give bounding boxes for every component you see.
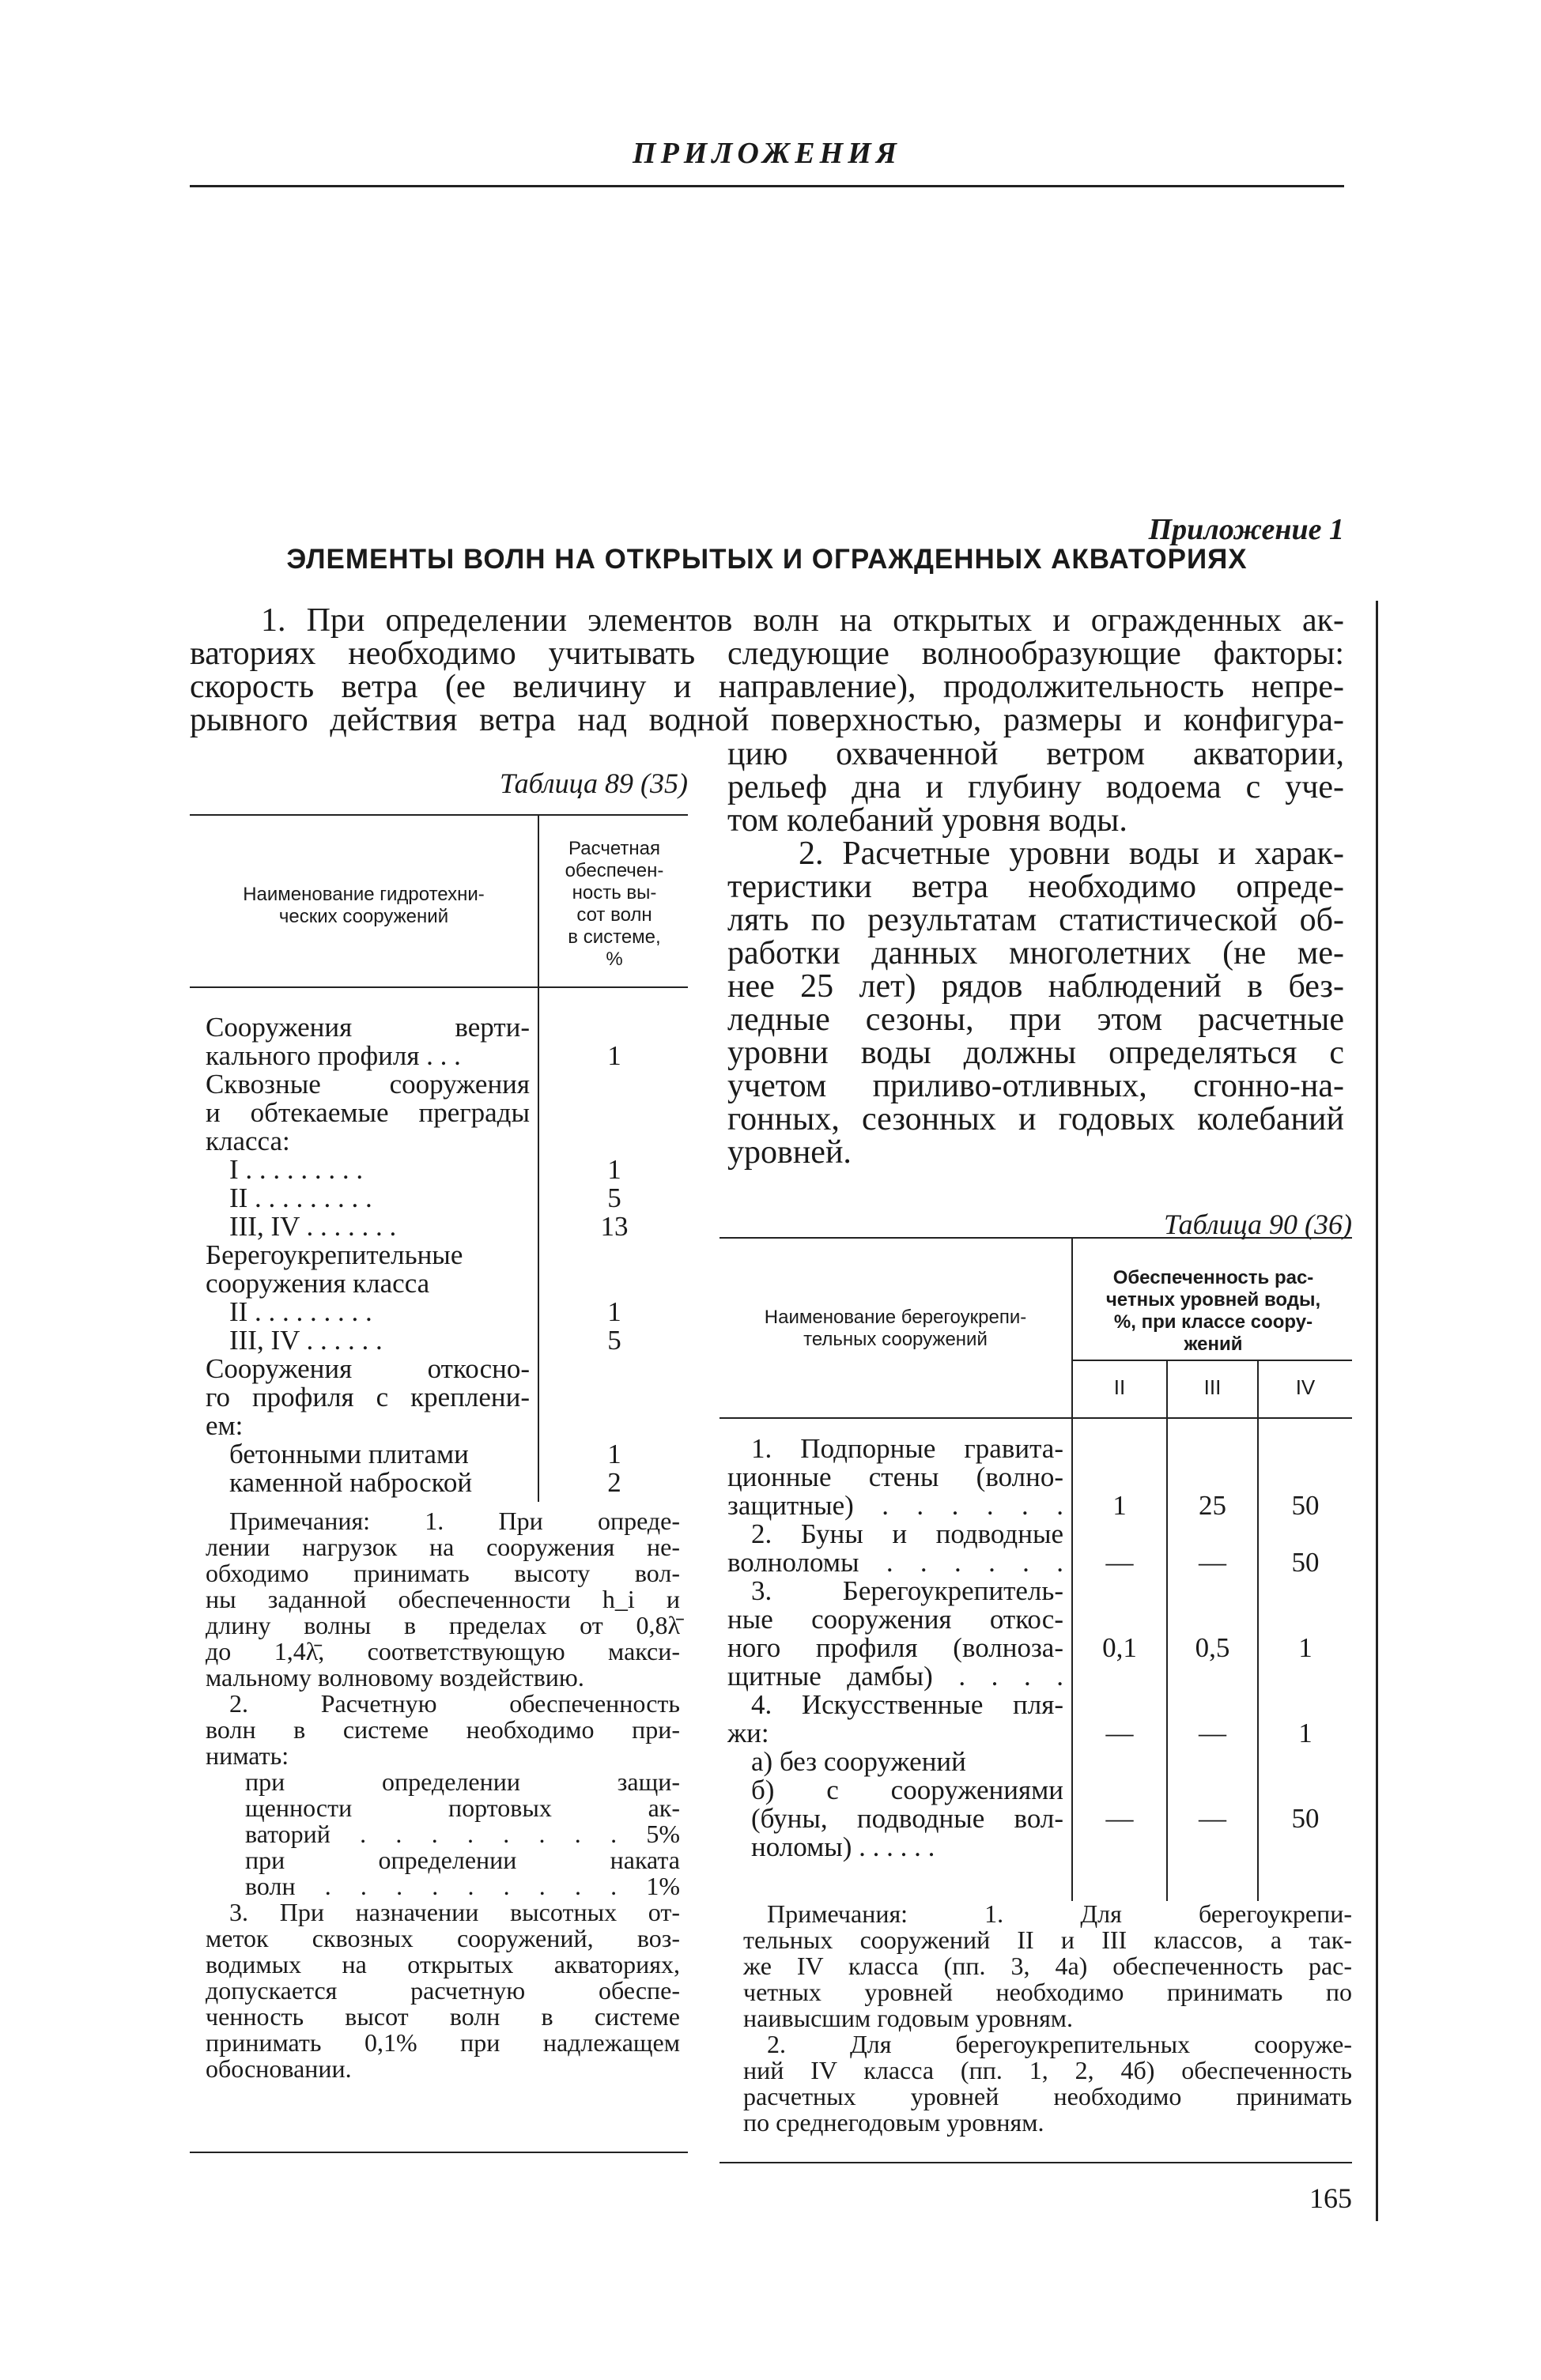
- appendix-label: Приложение 1: [1148, 513, 1344, 546]
- table-90-notes: Примечания: 1. Для берегоукрепи- тельных сооружений II и III классов, а так- же IV класса (пп. 3, 4а) обеспеченность рас- четных уровней необходимо принимать по наивысшим годовым уровням. 2. Для берегоукрепительных сооруже- ний IV класса (пп. 1, 2, 4б) обеспеченность расчетных уровней необходимо принимать по среднегодовым уровням.: [743, 1899, 1352, 2137]
- paragraph-1: [190, 604, 1344, 737]
- table-cell: —: [1199, 1547, 1226, 1578]
- table-row: I . . . . . . . . .: [229, 1154, 364, 1185]
- text-line: нее 25 лет) рядов наблюдений в без-: [727, 968, 1344, 1005]
- text-line: работки данных многолетних (не ме-: [727, 935, 1344, 971]
- column-divider: [538, 814, 539, 1502]
- text-line: теристики ветра необходимо опреде-: [727, 869, 1344, 905]
- text-line: 1. При определении элементов волн на открытых и огражденных ак-: [261, 602, 1344, 639]
- table-cell: 1: [607, 1439, 621, 1469]
- table-89-notes: Примечания: 1. При опреде- лении нагрузок на сооружения не- обходимо принимать высоту вол- ны заданной обеспеченности h_i и длину волны в пределах от 0,8λ̄ до 1,4λ̄, соответствующую макси- мальному волновому воздействию. 2. Расчетную обеспеченность волн в системе необходимо при- нимать: при определении защи- щенности портовых ак- ваторий . . . . . . . . 5% при определении наката волн . . . . . . . . . 1% 3. При назначении высотных от- меток сквозных сооружений, воз- водимых на открытых акваториях, допускается расчетную обеспе- ченность высот волн в системе принимать 0,1% при надлежащем обосновании.: [206, 1507, 680, 2083]
- column-header-value: Расчетная обеспечен- ность вы- сот волн в системе, %: [565, 838, 664, 970]
- table-cell: 5: [607, 1182, 621, 1213]
- table-cell: 1: [1112, 1490, 1127, 1521]
- text-line: уровней.: [727, 1134, 852, 1171]
- running-header: ПРИЛОЖЕНИЯ: [633, 137, 901, 170]
- table-rule: [1071, 1360, 1352, 1361]
- text-line: том колебаний уровня воды.: [727, 802, 1127, 839]
- table-rule: [720, 1237, 1352, 1239]
- table-row: Сооружения верти- кального профиля . . .: [206, 1012, 530, 1071]
- paragraph-2: [727, 837, 1344, 1169]
- table-cell: 0,5: [1195, 1632, 1230, 1663]
- margin-bar: [1376, 601, 1378, 2221]
- table-row: II . . . . . . . . .: [229, 1182, 372, 1213]
- column-header-name: Наименование гидротехни- ческих сооружений: [243, 884, 485, 927]
- text-line: скорость ветра (ее величину и направление), продолжительность непре-: [190, 669, 1344, 705]
- table-values: [541, 1013, 688, 1497]
- table-row: Сквозные сооружения и обтекаемые преграды класса:: [206, 1069, 530, 1156]
- table-89: [190, 814, 688, 2174]
- column-header-class: IV: [1295, 1375, 1316, 1399]
- text-line: ваториях необходимо учитывать следующие волнообразующие факторы:: [190, 636, 1344, 672]
- table-row: 3. Берегоукрепитель- ные сооружения откос- ного профиля (волноза- щитные дамбы) . . . .: [727, 1575, 1063, 1692]
- table-90-caption: Таблица 90 (36): [1163, 1209, 1352, 1240]
- table-row: Берегоукрепительные сооружения класса: [206, 1239, 463, 1299]
- table-cell: 2: [607, 1467, 621, 1498]
- page-title: ЭЛЕМЕНТЫ ВОЛН НА ОТКРЫТЫХ И ОГРАЖДЕННЫХ АКВАТОРИЯХ: [286, 544, 1248, 575]
- column-header-group: Обеспеченность рас- четных уровней воды, %, при классе соору- жений: [1105, 1267, 1321, 1355]
- table-cell: 13: [600, 1211, 629, 1242]
- table-89-caption: Таблица 89 (35): [499, 768, 688, 799]
- text-line: рывного действия ветра над водной поверхностью, размеры и конфигура-: [190, 702, 1344, 738]
- right-column-text: [727, 737, 1344, 1169]
- page-number: 165: [1309, 2182, 1352, 2214]
- table-cell: 25: [1199, 1490, 1226, 1521]
- table-cell: 1: [607, 1296, 621, 1327]
- table-cell: 1: [607, 1154, 621, 1185]
- table-cell: —: [1105, 1803, 1134, 1834]
- column-header-class: II: [1113, 1375, 1126, 1399]
- table-cell: 1: [607, 1040, 621, 1071]
- table-cell: 50: [1291, 1803, 1320, 1834]
- table-row: 2. Буны и подводные волноломы . . . . . .: [727, 1518, 1063, 1578]
- table-cell: 50: [1291, 1547, 1320, 1578]
- column-header-name: Наименование берегоукрепи- тельных сооружений: [764, 1307, 1027, 1350]
- table-cell: 5: [607, 1325, 621, 1356]
- table-cell: 1: [1298, 1718, 1312, 1748]
- table-body: [727, 1435, 1063, 1861]
- table-cell: —: [1105, 1547, 1134, 1578]
- header-rule: [190, 185, 1344, 187]
- table-cell: 0,1: [1102, 1632, 1137, 1663]
- text-line: лять по результатам статистической об-: [727, 902, 1344, 938]
- table-cell: —: [1199, 1803, 1226, 1834]
- table-rule: [720, 1417, 1352, 1419]
- text-line: цию охваченной ветром акватории,: [727, 736, 1344, 772]
- table-rule: [190, 2152, 688, 2153]
- text-line: рельеф дна и глубину водоема с уче-: [727, 769, 1344, 805]
- text-line: 2. Расчетные уровни воды и харак-: [799, 835, 1344, 872]
- table-row: 4. Искусственные пля- жи:: [727, 1689, 1063, 1748]
- table-row: III, IV . . . . . . .: [229, 1211, 397, 1242]
- table-row: II . . . . . . . . .: [229, 1296, 372, 1327]
- table-row: а) без сооружений: [751, 1746, 966, 1777]
- text-line: уровни воды должны определяться с: [727, 1035, 1344, 1071]
- text-line: ледные сезоны, при этом расчетные: [727, 1001, 1344, 1038]
- table-row: 1. Подпорные гравита- ционные стены (волно- защитные) . . . . . .: [727, 1433, 1063, 1521]
- table-row: бетонными плитами: [229, 1439, 469, 1469]
- table-rule: [190, 814, 688, 816]
- table-90: [720, 1237, 1352, 2170]
- table-body: [206, 1013, 530, 1497]
- table-cell: 1: [1298, 1632, 1312, 1663]
- table-cell: 50: [1291, 1490, 1320, 1521]
- table-row: б) с сооружениями (буны, подводные вол- ноломы) . . . . . .: [751, 1775, 1063, 1862]
- column-header-class: III: [1203, 1375, 1222, 1399]
- table-row: Сооружения откосно- го профиля с креплени- ем:: [206, 1353, 530, 1441]
- table-row: III, IV . . . . . .: [229, 1325, 383, 1356]
- text-line: гонных, сезонных и годовых колебаний: [727, 1101, 1344, 1137]
- text-line: учетом приливо-отливных, сгонно-на-: [727, 1068, 1344, 1104]
- table-rule: [190, 986, 688, 988]
- table-cell: —: [1105, 1718, 1134, 1748]
- table-row: каменной наброской: [229, 1467, 473, 1498]
- table-cell: —: [1199, 1718, 1226, 1748]
- table-rule: [720, 2162, 1352, 2163]
